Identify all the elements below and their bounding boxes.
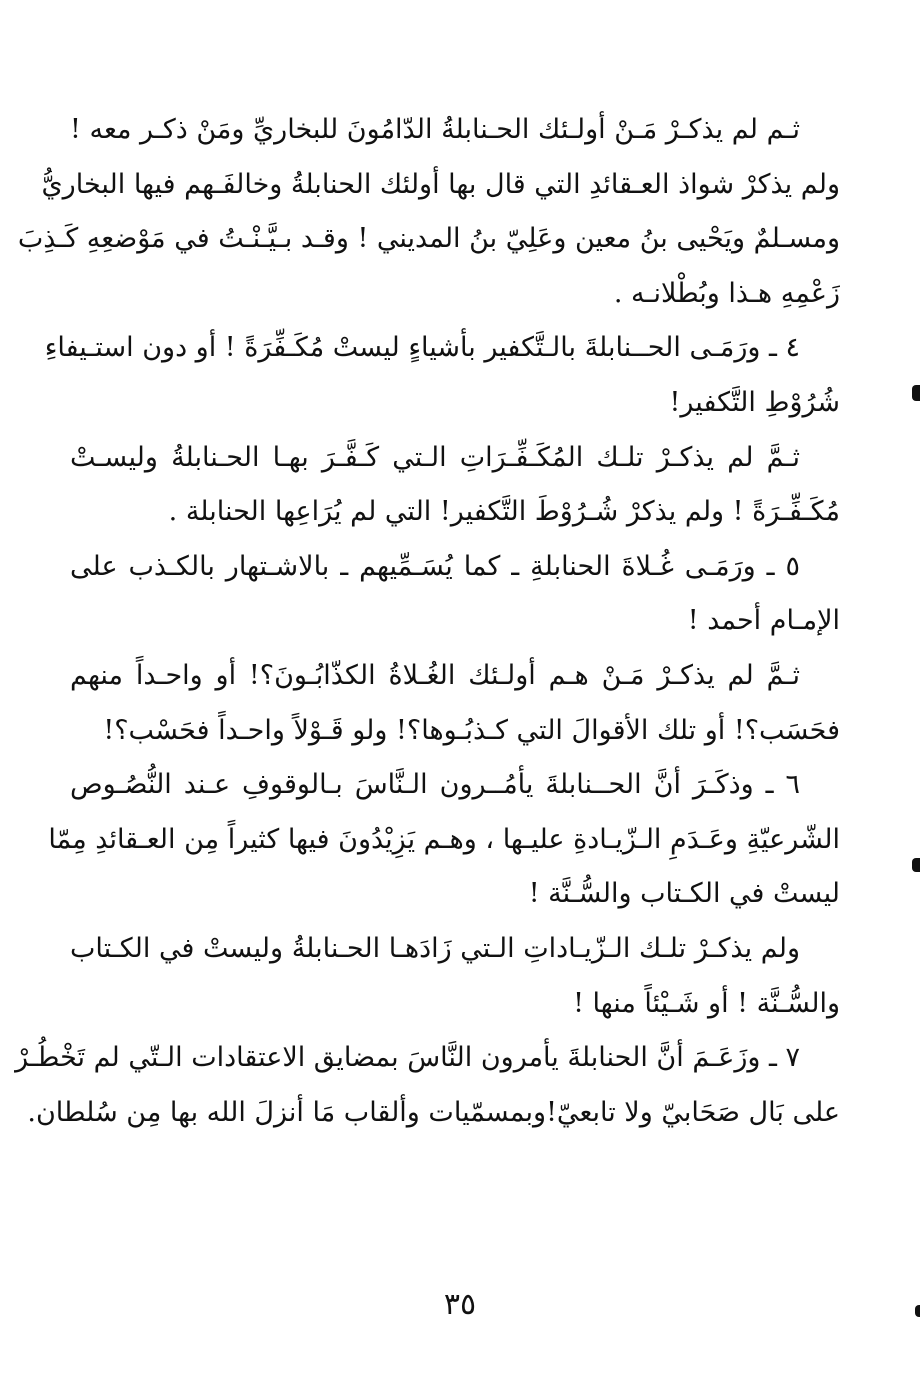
scan-edge-mark <box>912 858 920 872</box>
text-line: ٦ ـ وذكَـرَ أنَّ الحــنابلةَ يأمُــرون الـنَّاسَ بـالوقوفِ عـند النُّصُـوص <box>70 769 800 801</box>
page-number: ٣٥ <box>443 1287 477 1322</box>
text-line: الإمـام أحمد ! <box>687 605 840 637</box>
scan-edge-mark <box>912 385 920 401</box>
text-line: شُرُوْطِ التَّكفير! <box>669 386 840 418</box>
text-line: ولم يذكـرْ تلـك الـزّيـاداتِ الـتي زَادَهـا الحـنابلةُ وليستْ في الكـتاب <box>70 932 800 964</box>
text-line: ولم يذكرْ شواذ العـقائدِ التي قال بها أولئك الحنابلةُ وخالفَـهم فيها البخاريُّ <box>41 168 840 200</box>
text-line: والسُّـنَّة ! أو شَـيْئاً منها ! <box>573 987 840 1019</box>
text-line: فحَسَب؟! أو تلك الأقوالَ التي كـذبُـوها؟! ولو قَـوْلاً واحـداً فحَسْب؟! <box>103 714 840 746</box>
text-body <box>15 103 840 1140</box>
text-line: ثـمَّ لم يذكـرْ مَـنْ هـم أولـئك الغُـلاةُ الكذّابُـونَ؟! أو واحـداً منهم <box>70 659 800 691</box>
text-line: مُكَـفِّـرَةً ! ولم يذكرْ شُـرُوْطَ التَّكفير! التي لم يُرَاعِها الحنابلة . <box>168 496 840 528</box>
text-line: ثـم لم يذكـرْ مَـنْ أولـئك الحـنابلةُ الدّامُونَ للبخاريِّ ومَنْ ذكـر معه ! <box>70 114 800 145</box>
text-line: ٥ ـ ورَمَـى غُـلاةَ الحنابلةِ ـ كما يُسَـمِّيهم ـ بالاشـتهار بالكـذب على <box>70 550 800 582</box>
text-line: ٧ ـ وزَعَـمَ أنَّ الحنابلةَ يأمرون النَّاسَ بمضايق الاعتقادات الـتّي لم تَخْطُـرْ <box>15 1042 800 1074</box>
scan-edge-mark <box>915 1305 920 1317</box>
text-line: ٤ ـ ورَمَـى الحــنابلةَ بالـتَّكفير بأشياءٍ ليستْ مُكَـفِّرَةً ! أو دون استـيفاءِ <box>44 332 800 364</box>
text-line: ثـمَّ لم يذكـرْ تلـك المُكَـفِّـرَاتِ الـتي كَـفَّـرَ بهـا الحـنابلةُ وليسـتْ <box>70 441 800 473</box>
text-line: الشّرعيّةِ وعَـدَمِ الـزّيـادةِ عليـها ، وهـم يَزِيْدُونَ فيها كثيراً مِن العـقائدِ مِمّا <box>48 823 840 855</box>
text-line: ومسـلمٌ ويَحْيى بنُ معين وعَلِيّ بنُ المديني ! وقـد بـيَّـنْـتُ في مَوْضعِهِ كَـذِبَ <box>17 223 840 255</box>
text-line: ليستْ في الكـتاب والسُّـنَّة ! <box>528 878 840 910</box>
text-line: زَعْمِهِ هـذا وبُطْلانـه . <box>613 277 840 309</box>
text-line: على بَال صَحَابيّ ولا تابعيّ!وبمسمّيات وألقاب مَا أنزلَ الله بها مِن سُلطان. <box>27 1096 840 1128</box>
